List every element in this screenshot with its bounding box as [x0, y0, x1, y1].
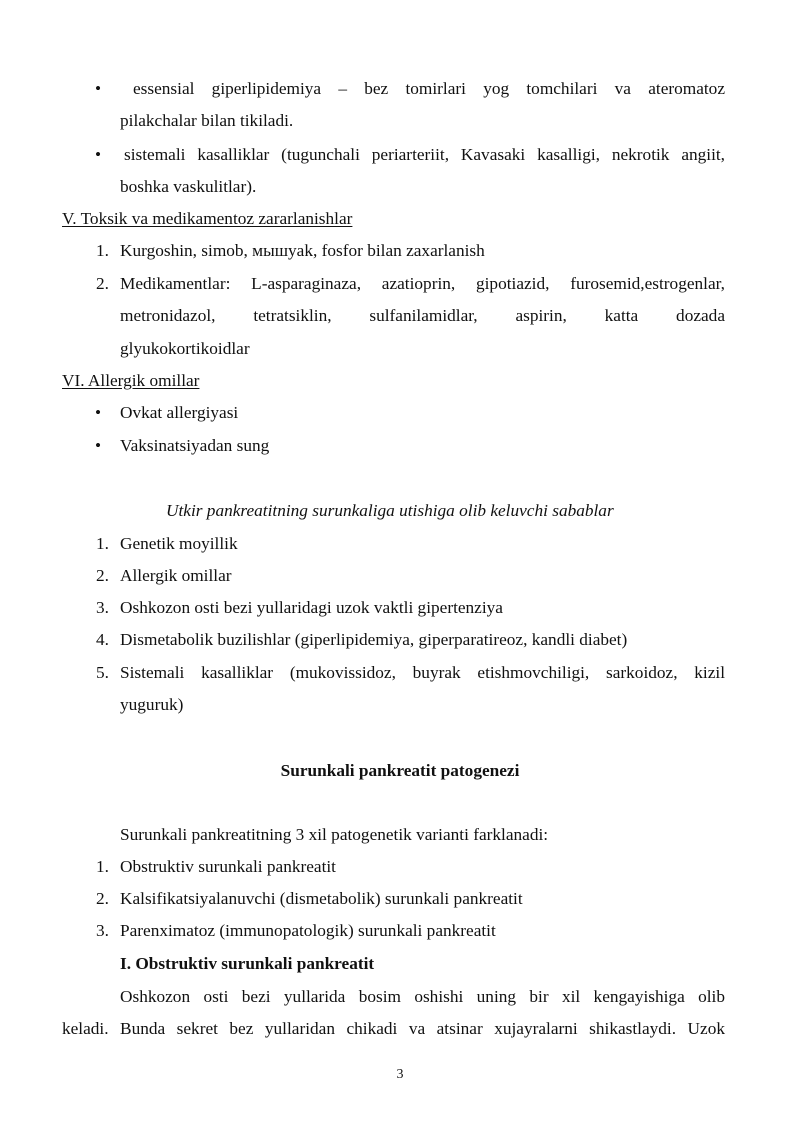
list-item: Obstruktiv surunkali pankreatit [120, 857, 336, 876]
page-number: 3 [396, 1067, 404, 1082]
list-item: Genetik moyillik [120, 534, 238, 553]
list-number: 3. [96, 921, 109, 940]
list-item: Vaksinatsiyadan sung [120, 436, 270, 455]
list-number: 2. [96, 889, 109, 908]
list-number: 1. [96, 241, 109, 260]
list-item: Ovkat allergiyasi [120, 403, 239, 422]
list-item: Kalsifikatsiyalanuvchi (dismetabolik) surunkali pankreatit [120, 889, 523, 908]
paragraph-line: keladi. Bunda sekret bez yullaridan chikadi va atsinar xujayralarni shikastlaydi. Uzok [62, 1019, 725, 1038]
list-number: 5. [96, 663, 109, 682]
subheading: I. Obstruktiv surunkali pankreatit [120, 954, 375, 973]
section-heading: V. Toksik va medikamentoz zararlanishlar [62, 209, 353, 228]
section-title: Surunkali pankreatit patogenezi [280, 761, 520, 780]
list-item-line: glyukokortikoidlar [120, 339, 250, 358]
bullet-marker: • [95, 145, 102, 164]
list-item-line: yuguruk) [120, 695, 184, 714]
list-item: Dismetabolik buzilishlar (giperlipidemiya, giperparatireoz, kandli diabet) [120, 630, 628, 649]
paragraph-line: Oshkozon osti bezi yullarida bosim oshishi uning bir xil kengayishiga olib [120, 987, 725, 1006]
list-number: 1. [96, 534, 109, 553]
list-item-line: Medikamentlar: L-asparaginaza, azatioprin, gipotiazid, furosemid,estrogenlar, [120, 274, 725, 293]
section-heading: VI. Allergik omillar [62, 371, 200, 390]
bullet-marker: • [95, 79, 102, 98]
list-number: 3. [96, 598, 109, 617]
list-item: Kurgoshin, simob, мышyak, fosfor bilan zaxarlanish [120, 241, 485, 260]
list-item-line: metronidazol, tetratsiklin, sulfanilamidlar, aspirin, katta dozada [120, 306, 725, 325]
bullet-marker: • [95, 403, 102, 422]
paragraph-line: Surunkali pankreatitning 3 xil patogenetik varianti farklanadi: [120, 825, 549, 844]
bullet-text-line: pilakchalar bilan tikiladi. [120, 111, 294, 130]
list-number: 4. [96, 630, 109, 649]
bullet-text-line: essensial giperlipidemiya – bez tomirlari yog tomchilari va ateromatoz [133, 79, 725, 98]
list-item-line: Sistemali kasalliklar (mukovissidoz, buyrak etishmovchiligi, sarkoidoz, kizil [120, 663, 725, 682]
list-item: Allergik omillar [120, 566, 232, 585]
causes-title: Utkir pankreatitning surunkaliga utishiga olib keluvchi sabablar [166, 501, 614, 520]
list-number: 2. [96, 274, 109, 293]
list-item: Oshkozon osti bezi yullaridagi uzok vaktli gipertenziya [120, 598, 503, 617]
list-number: 2. [96, 566, 109, 585]
list-number: 1. [96, 857, 109, 876]
list-item: Parenximatoz (immunopatologik) surunkali pankreatit [120, 921, 496, 940]
bullet-text-line: boshka vaskulitlar). [120, 177, 257, 196]
bullet-marker: • [95, 436, 102, 455]
bullet-text-line: sistemali kasalliklar (tugunchali periarteriit, Kavasaki kasalligi, nekrotik angiit, [124, 145, 725, 164]
